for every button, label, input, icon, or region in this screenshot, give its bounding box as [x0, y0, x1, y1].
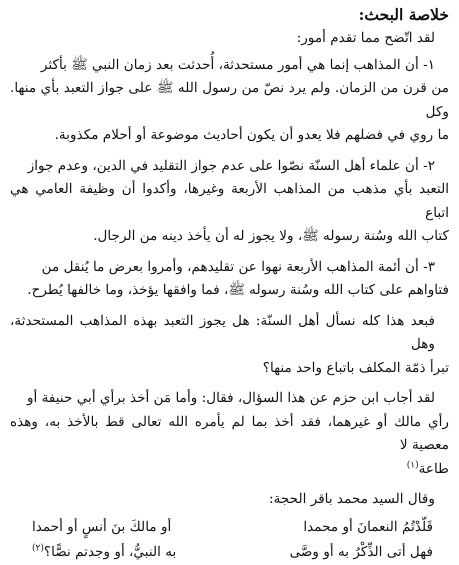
footnote-marker-2: (٢): [32, 542, 44, 553]
answer-line-3: [10, 458, 449, 482]
point-3-line-2: فتاواهم على كتاب الله وسُنة رسوله ﷺ، فما وافقها يؤخذ، وما خالفها يُطرح.: [27, 282, 449, 298]
point-1-line-3: ما روي في فضلهم فلا يعدو أن يكون أحاديث موضوعة أو أحلام مكذوبة.: [54, 127, 449, 143]
verse-2-first-hemistich: فهل أتى الذِّكْرُ به أو وصَّى: [289, 543, 433, 560]
intro-line: لقد اتّضح مما تقدم أمور:: [296, 30, 435, 46]
question-paragraph: [10, 310, 449, 381]
answer-line-1: لقد أجاب ابن حزم عن هذا السؤال، فقال: وأما مَن أخذ برأي أبي حنيفة أو: [26, 390, 435, 406]
verse-2-second-hemistich: [32, 540, 176, 565]
verse-2-second-text: به النبيُّ، أو وجدتم نصًّا؟: [43, 543, 177, 560]
answer-line-2: رأي مالك أو غيرهما، فقد أخذ بما لم يأمره الله تعالى قط بالأخذ به، وهذه معصية لا: [10, 413, 449, 453]
section-heading: خلاصة البحث:: [358, 5, 449, 24]
footnote-marker-1: (١): [406, 459, 419, 470]
verse-1-first-hemistich: قَلّدْتُمُ النعمانَ أو محمدا: [303, 518, 433, 535]
point-2-line-3: كتاب الله وسُنة رسوله ﷺ، ولا يجوز له أن يأخذ دينه من الرجال.: [93, 228, 449, 244]
point-1: [10, 54, 449, 148]
verse-1: [10, 515, 449, 540]
poem-intro: وقال السيد محمد باقر الحجة:: [269, 491, 435, 507]
point-2-line-1: ٢- أن علماء أهل السنّة نصّوا على عدم جواز التقليد في الدين، وعدم جواز: [27, 157, 435, 174]
question-line-2: تبرأ ذمّة المكلف باتباع واحد منها؟: [262, 359, 449, 376]
point-2: [10, 155, 449, 249]
point-3: [10, 256, 449, 303]
answer-paragraph: [10, 387, 449, 481]
point-1-line-2: من قرن من الزمان. ولم يرد نصّ من رسول الله ﷺ على جواز التعبد بأي منها. وكل: [10, 80, 449, 120]
verse-1-second-hemistich: أو مالكَ بنَ أنسٍ أو أحمدا: [32, 518, 172, 535]
point-3-line-1: ٣- أن أئمة المذاهب الأربعة نهوا عن تقليدهم، وأمروا بعرض ما يُنقل من: [41, 258, 435, 275]
answer-line-3-text: طاعة: [418, 460, 449, 477]
verse-2: [10, 540, 449, 565]
question-line-1: فبعد هذا كله نسأل أهل السنّة: هل يجوز التعبد بهذه المذاهب المستحدثة، وهل: [10, 312, 435, 352]
point-1-line-1: ١- أن المذاهب إنما هي أمور مستحدثة، أُحدثت بعد زمان النبي ﷺ بأكثر: [40, 56, 435, 73]
point-2-line-2: التعبد بأي مذهب من المذاهب الأربعة وغيرها، وأكدوا أن وظيفة العامي هي اتباع: [10, 181, 449, 221]
